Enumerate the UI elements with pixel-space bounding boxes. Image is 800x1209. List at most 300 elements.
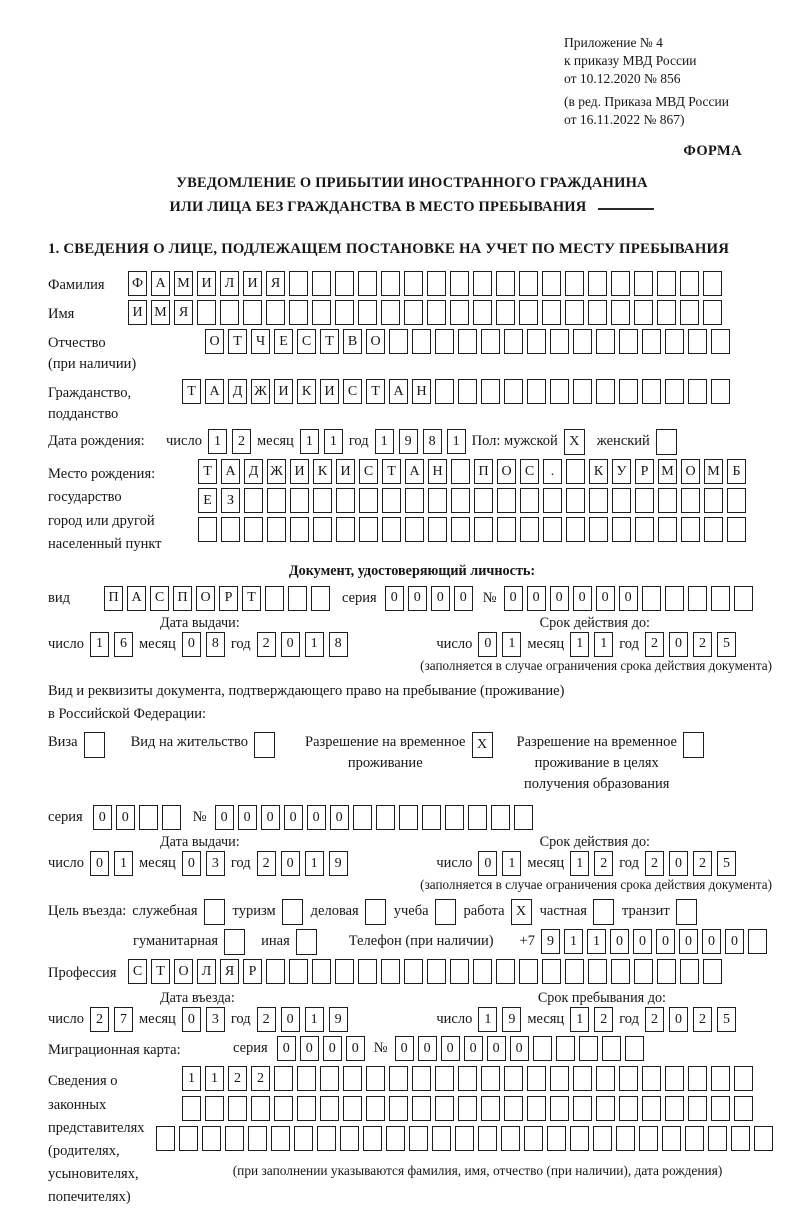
char-cell[interactable] <box>427 271 446 296</box>
char-cell[interactable]: 6 <box>114 632 133 657</box>
char-cell[interactable]: Т <box>382 459 401 484</box>
char-cell[interactable] <box>358 300 377 325</box>
char-cell[interactable] <box>711 586 730 611</box>
char-cell[interactable]: 2 <box>594 1007 613 1032</box>
char-cell[interactable] <box>409 1126 428 1151</box>
char-cell[interactable]: 0 <box>93 805 112 830</box>
char-cell[interactable] <box>504 1096 523 1121</box>
char-cell[interactable]: З <box>221 488 240 513</box>
char-cell[interactable]: С <box>359 459 378 484</box>
char-cell[interactable] <box>289 300 308 325</box>
char-cell[interactable] <box>639 1126 658 1151</box>
char-cell[interactable] <box>703 300 722 325</box>
char-cell[interactable]: Н <box>428 459 447 484</box>
char-cell[interactable]: Т <box>151 959 170 984</box>
char-cell[interactable]: 1 <box>564 929 583 954</box>
char-cell[interactable] <box>711 1066 730 1091</box>
char-cell[interactable] <box>320 1066 339 1091</box>
char-cell[interactable] <box>156 1126 175 1151</box>
char-cell[interactable]: Р <box>219 586 238 611</box>
char-cell[interactable] <box>381 300 400 325</box>
char-cell[interactable]: 2 <box>594 851 613 876</box>
char-cell[interactable] <box>543 517 562 542</box>
char-cell[interactable] <box>634 300 653 325</box>
char-cell[interactable] <box>703 271 722 296</box>
char-cell[interactable]: О <box>366 329 385 354</box>
char-cell[interactable]: 2 <box>645 1007 664 1032</box>
char-cell[interactable]: 0 <box>550 586 569 611</box>
char-cell[interactable]: 1 <box>570 1007 589 1032</box>
char-cell[interactable] <box>662 1126 681 1151</box>
char-cell[interactable] <box>519 271 538 296</box>
char-cell[interactable] <box>542 300 561 325</box>
char-cell[interactable] <box>288 586 307 611</box>
char-cell[interactable]: 1 <box>114 851 133 876</box>
char-cell[interactable]: Т <box>198 459 217 484</box>
char-cell[interactable] <box>611 271 630 296</box>
char-cell[interactable] <box>504 329 523 354</box>
char-cell[interactable] <box>681 488 700 513</box>
char-cell[interactable] <box>381 271 400 296</box>
char-cell[interactable]: 0 <box>725 929 744 954</box>
char-cell[interactable] <box>504 379 523 404</box>
char-cell[interactable] <box>519 300 538 325</box>
char-cell[interactable] <box>435 329 454 354</box>
char-cell[interactable]: 9 <box>329 1007 348 1032</box>
char-cell[interactable] <box>734 1066 753 1091</box>
char-cell[interactable] <box>335 959 354 984</box>
char-cell[interactable] <box>588 271 607 296</box>
char-cell[interactable] <box>267 488 286 513</box>
char-cell[interactable]: 0 <box>281 851 300 876</box>
char-cell[interactable] <box>289 271 308 296</box>
char-cell[interactable]: 0 <box>215 805 234 830</box>
char-cell[interactable] <box>658 517 677 542</box>
char-cell[interactable] <box>435 1066 454 1091</box>
char-cell[interactable] <box>642 586 661 611</box>
char-cell[interactable] <box>274 1096 293 1121</box>
char-cell[interactable] <box>297 1096 316 1121</box>
char-cell[interactable] <box>478 1126 497 1151</box>
char-cell[interactable] <box>520 517 539 542</box>
char-cell[interactable]: 1 <box>502 851 521 876</box>
char-cell[interactable] <box>612 488 631 513</box>
char-cell[interactable] <box>427 959 446 984</box>
char-cell[interactable]: 0 <box>633 929 652 954</box>
char-cell[interactable]: 1 <box>300 429 319 454</box>
char-cell[interactable] <box>514 805 533 830</box>
char-cell[interactable]: 0 <box>284 805 303 830</box>
char-cell[interactable] <box>547 1126 566 1151</box>
char-cell[interactable]: 0 <box>300 1036 319 1061</box>
char-cell[interactable]: Ф <box>128 271 147 296</box>
char-cell[interactable] <box>404 959 423 984</box>
char-cell[interactable]: 9 <box>329 851 348 876</box>
char-cell[interactable] <box>244 488 263 513</box>
char-cell[interactable] <box>432 1126 451 1151</box>
char-cell[interactable] <box>619 1066 638 1091</box>
char-cell[interactable]: 0 <box>679 929 698 954</box>
char-cell[interactable] <box>265 586 284 611</box>
char-cell[interactable]: И <box>243 271 262 296</box>
char-cell[interactable] <box>251 1096 270 1121</box>
char-cell[interactable]: С <box>128 959 147 984</box>
char-cell[interactable] <box>221 517 240 542</box>
char-cell[interactable] <box>473 959 492 984</box>
char-cell[interactable] <box>412 329 431 354</box>
char-cell[interactable]: 0 <box>281 632 300 657</box>
char-cell[interactable] <box>343 1096 362 1121</box>
char-cell[interactable]: Л <box>197 959 216 984</box>
char-cell[interactable] <box>573 329 592 354</box>
char-cell[interactable]: О <box>174 959 193 984</box>
char-cell[interactable] <box>404 300 423 325</box>
char-cell[interactable] <box>711 379 730 404</box>
char-cell[interactable] <box>681 517 700 542</box>
char-cell[interactable]: X <box>511 899 532 925</box>
char-cell[interactable] <box>704 488 723 513</box>
char-cell[interactable]: 0 <box>261 805 280 830</box>
char-cell[interactable] <box>657 959 676 984</box>
char-cell[interactable]: А <box>127 586 146 611</box>
char-cell[interactable] <box>688 1096 707 1121</box>
char-cell[interactable]: П <box>173 586 192 611</box>
char-cell[interactable]: 0 <box>656 929 675 954</box>
char-cell[interactable] <box>458 379 477 404</box>
char-cell[interactable] <box>497 488 516 513</box>
char-cell[interactable] <box>550 1096 569 1121</box>
char-cell[interactable] <box>708 1126 727 1151</box>
char-cell[interactable]: 0 <box>238 805 257 830</box>
char-cell[interactable] <box>382 488 401 513</box>
char-cell[interactable]: 1 <box>570 632 589 657</box>
char-cell[interactable]: К <box>313 459 332 484</box>
char-cell[interactable] <box>565 959 584 984</box>
char-cell[interactable] <box>711 1096 730 1121</box>
char-cell[interactable] <box>550 379 569 404</box>
char-cell[interactable] <box>317 1126 336 1151</box>
char-cell[interactable] <box>596 329 615 354</box>
char-cell[interactable]: 5 <box>717 851 736 876</box>
char-cell[interactable] <box>202 1126 221 1151</box>
char-cell[interactable]: 1 <box>90 632 109 657</box>
char-cell[interactable]: Т <box>366 379 385 404</box>
char-cell[interactable] <box>205 1096 224 1121</box>
char-cell[interactable]: Ч <box>251 329 270 354</box>
char-cell[interactable]: 2 <box>645 851 664 876</box>
char-cell[interactable]: Т <box>320 329 339 354</box>
char-cell[interactable] <box>566 517 585 542</box>
char-cell[interactable] <box>198 517 217 542</box>
char-cell[interactable] <box>665 1066 684 1091</box>
char-cell[interactable] <box>381 959 400 984</box>
char-cell[interactable]: 1 <box>587 929 606 954</box>
char-cell[interactable]: 0 <box>277 1036 296 1061</box>
char-cell[interactable] <box>573 379 592 404</box>
char-cell[interactable] <box>389 1066 408 1091</box>
char-cell[interactable] <box>336 488 355 513</box>
char-cell[interactable] <box>84 732 105 758</box>
char-cell[interactable]: . <box>543 459 562 484</box>
char-cell[interactable] <box>501 1126 520 1151</box>
char-cell[interactable]: А <box>405 459 424 484</box>
char-cell[interactable] <box>297 1066 316 1091</box>
char-cell[interactable] <box>533 1036 552 1061</box>
char-cell[interactable] <box>311 586 330 611</box>
char-cell[interactable] <box>504 1066 523 1091</box>
char-cell[interactable] <box>428 517 447 542</box>
char-cell[interactable] <box>335 271 354 296</box>
char-cell[interactable] <box>204 899 225 925</box>
char-cell[interactable] <box>162 805 181 830</box>
char-cell[interactable]: 1 <box>594 632 613 657</box>
char-cell[interactable] <box>481 1096 500 1121</box>
char-cell[interactable] <box>565 271 584 296</box>
char-cell[interactable]: Т <box>182 379 201 404</box>
char-cell[interactable] <box>619 329 638 354</box>
char-cell[interactable] <box>366 1066 385 1091</box>
char-cell[interactable] <box>290 517 309 542</box>
char-cell[interactable]: 0 <box>454 586 473 611</box>
char-cell[interactable]: 0 <box>408 586 427 611</box>
char-cell[interactable] <box>451 488 470 513</box>
char-cell[interactable] <box>519 959 538 984</box>
char-cell[interactable]: 0 <box>610 929 629 954</box>
char-cell[interactable]: Р <box>243 959 262 984</box>
char-cell[interactable]: 2 <box>257 1007 276 1032</box>
char-cell[interactable] <box>635 488 654 513</box>
char-cell[interactable] <box>282 899 303 925</box>
char-cell[interactable]: 0 <box>464 1036 483 1061</box>
char-cell[interactable] <box>619 1096 638 1121</box>
char-cell[interactable]: 9 <box>502 1007 521 1032</box>
char-cell[interactable] <box>688 379 707 404</box>
char-cell[interactable] <box>435 1096 454 1121</box>
char-cell[interactable] <box>596 379 615 404</box>
char-cell[interactable]: 0 <box>307 805 326 830</box>
char-cell[interactable] <box>665 379 684 404</box>
char-cell[interactable]: Р <box>635 459 654 484</box>
char-cell[interactable] <box>566 488 585 513</box>
char-cell[interactable] <box>543 488 562 513</box>
char-cell[interactable]: 0 <box>182 851 201 876</box>
char-cell[interactable]: 9 <box>541 929 560 954</box>
char-cell[interactable]: 3 <box>206 851 225 876</box>
char-cell[interactable]: 2 <box>257 632 276 657</box>
char-cell[interactable]: Т <box>228 329 247 354</box>
char-cell[interactable]: С <box>343 379 362 404</box>
char-cell[interactable]: 1 <box>305 632 324 657</box>
char-cell[interactable]: 0 <box>619 586 638 611</box>
char-cell[interactable] <box>363 1126 382 1151</box>
char-cell[interactable]: 1 <box>375 429 394 454</box>
char-cell[interactable] <box>481 329 500 354</box>
char-cell[interactable]: 0 <box>487 1036 506 1061</box>
char-cell[interactable]: 1 <box>305 1007 324 1032</box>
char-cell[interactable]: В <box>343 329 362 354</box>
char-cell[interactable] <box>570 1126 589 1151</box>
char-cell[interactable]: 1 <box>570 851 589 876</box>
char-cell[interactable] <box>458 1096 477 1121</box>
char-cell[interactable] <box>665 586 684 611</box>
char-cell[interactable]: А <box>221 459 240 484</box>
char-cell[interactable]: 0 <box>346 1036 365 1061</box>
char-cell[interactable]: 9 <box>399 429 418 454</box>
char-cell[interactable] <box>353 805 372 830</box>
char-cell[interactable]: И <box>274 379 293 404</box>
char-cell[interactable] <box>524 1126 543 1151</box>
char-cell[interactable]: 2 <box>257 851 276 876</box>
char-cell[interactable]: 5 <box>717 1007 736 1032</box>
char-cell[interactable] <box>313 517 332 542</box>
char-cell[interactable] <box>266 300 285 325</box>
char-cell[interactable] <box>320 1096 339 1121</box>
char-cell[interactable] <box>473 271 492 296</box>
char-cell[interactable] <box>734 1096 753 1121</box>
char-cell[interactable]: 8 <box>206 632 225 657</box>
char-cell[interactable] <box>473 300 492 325</box>
char-cell[interactable] <box>642 1096 661 1121</box>
char-cell[interactable] <box>296 929 317 955</box>
char-cell[interactable] <box>389 329 408 354</box>
char-cell[interactable] <box>497 517 516 542</box>
char-cell[interactable]: 2 <box>232 429 251 454</box>
char-cell[interactable] <box>593 1126 612 1151</box>
char-cell[interactable] <box>754 1126 773 1151</box>
char-cell[interactable]: 3 <box>206 1007 225 1032</box>
char-cell[interactable]: 1 <box>208 429 227 454</box>
char-cell[interactable]: 0 <box>281 1007 300 1032</box>
char-cell[interactable]: 1 <box>182 1066 201 1091</box>
char-cell[interactable] <box>527 329 546 354</box>
char-cell[interactable]: Е <box>198 488 217 513</box>
char-cell[interactable] <box>579 1036 598 1061</box>
char-cell[interactable]: 1 <box>205 1066 224 1091</box>
char-cell[interactable] <box>703 959 722 984</box>
char-cell[interactable]: Ж <box>251 379 270 404</box>
char-cell[interactable]: Б <box>727 459 746 484</box>
char-cell[interactable] <box>481 379 500 404</box>
char-cell[interactable]: 0 <box>441 1036 460 1061</box>
char-cell[interactable]: X <box>564 429 585 455</box>
char-cell[interactable]: К <box>297 379 316 404</box>
char-cell[interactable] <box>182 1096 201 1121</box>
char-cell[interactable]: 0 <box>385 586 404 611</box>
char-cell[interactable] <box>336 517 355 542</box>
char-cell[interactable] <box>451 517 470 542</box>
char-cell[interactable] <box>520 488 539 513</box>
char-cell[interactable] <box>588 300 607 325</box>
char-cell[interactable] <box>593 899 614 925</box>
char-cell[interactable] <box>474 488 493 513</box>
char-cell[interactable] <box>450 959 469 984</box>
char-cell[interactable] <box>243 300 262 325</box>
char-cell[interactable] <box>657 271 676 296</box>
char-cell[interactable] <box>589 517 608 542</box>
char-cell[interactable] <box>542 959 561 984</box>
char-cell[interactable]: С <box>150 586 169 611</box>
char-cell[interactable] <box>642 379 661 404</box>
char-cell[interactable] <box>248 1126 267 1151</box>
char-cell[interactable]: 0 <box>669 632 688 657</box>
char-cell[interactable] <box>450 300 469 325</box>
char-cell[interactable] <box>389 1096 408 1121</box>
char-cell[interactable]: 0 <box>504 586 523 611</box>
char-cell[interactable]: 2 <box>251 1066 270 1091</box>
char-cell[interactable]: 1 <box>478 1007 497 1032</box>
char-cell[interactable]: 8 <box>423 429 442 454</box>
char-cell[interactable] <box>658 488 677 513</box>
char-cell[interactable] <box>358 271 377 296</box>
char-cell[interactable] <box>412 1066 431 1091</box>
char-cell[interactable] <box>616 1126 635 1151</box>
char-cell[interactable] <box>294 1126 313 1151</box>
char-cell[interactable]: А <box>205 379 224 404</box>
char-cell[interactable] <box>496 271 515 296</box>
char-cell[interactable] <box>451 459 470 484</box>
char-cell[interactable] <box>680 300 699 325</box>
char-cell[interactable]: Д <box>228 379 247 404</box>
char-cell[interactable] <box>468 805 487 830</box>
char-cell[interactable]: 0 <box>323 1036 342 1061</box>
char-cell[interactable]: 0 <box>510 1036 529 1061</box>
char-cell[interactable]: О <box>196 586 215 611</box>
char-cell[interactable] <box>635 517 654 542</box>
char-cell[interactable]: 1 <box>447 429 466 454</box>
char-cell[interactable]: 0 <box>116 805 135 830</box>
char-cell[interactable] <box>220 300 239 325</box>
char-cell[interactable] <box>731 1126 750 1151</box>
char-cell[interactable]: И <box>320 379 339 404</box>
char-cell[interactable]: 0 <box>702 929 721 954</box>
char-cell[interactable] <box>588 959 607 984</box>
char-cell[interactable] <box>290 488 309 513</box>
char-cell[interactable]: 0 <box>669 851 688 876</box>
char-cell[interactable]: И <box>336 459 355 484</box>
char-cell[interactable] <box>566 459 585 484</box>
char-cell[interactable] <box>680 959 699 984</box>
char-cell[interactable]: 0 <box>527 586 546 611</box>
char-cell[interactable] <box>596 1066 615 1091</box>
char-cell[interactable] <box>611 959 630 984</box>
char-cell[interactable]: 0 <box>182 1007 201 1032</box>
char-cell[interactable] <box>399 805 418 830</box>
char-cell[interactable] <box>683 732 704 758</box>
char-cell[interactable]: О <box>681 459 700 484</box>
char-cell[interactable] <box>612 517 631 542</box>
char-cell[interactable] <box>359 488 378 513</box>
char-cell[interactable] <box>366 1096 385 1121</box>
char-cell[interactable]: И <box>128 300 147 325</box>
char-cell[interactable]: С <box>520 459 539 484</box>
char-cell[interactable] <box>458 1066 477 1091</box>
char-cell[interactable]: С <box>297 329 316 354</box>
char-cell[interactable] <box>642 329 661 354</box>
char-cell[interactable] <box>688 1066 707 1091</box>
char-cell[interactable] <box>455 1126 474 1151</box>
char-cell[interactable] <box>450 271 469 296</box>
char-cell[interactable] <box>619 379 638 404</box>
char-cell[interactable] <box>386 1126 405 1151</box>
char-cell[interactable] <box>428 488 447 513</box>
char-cell[interactable] <box>665 1096 684 1121</box>
char-cell[interactable] <box>676 899 697 925</box>
char-cell[interactable]: Л <box>220 271 239 296</box>
char-cell[interactable] <box>527 1066 546 1091</box>
char-cell[interactable] <box>611 300 630 325</box>
char-cell[interactable] <box>727 488 746 513</box>
char-cell[interactable]: 0 <box>573 586 592 611</box>
